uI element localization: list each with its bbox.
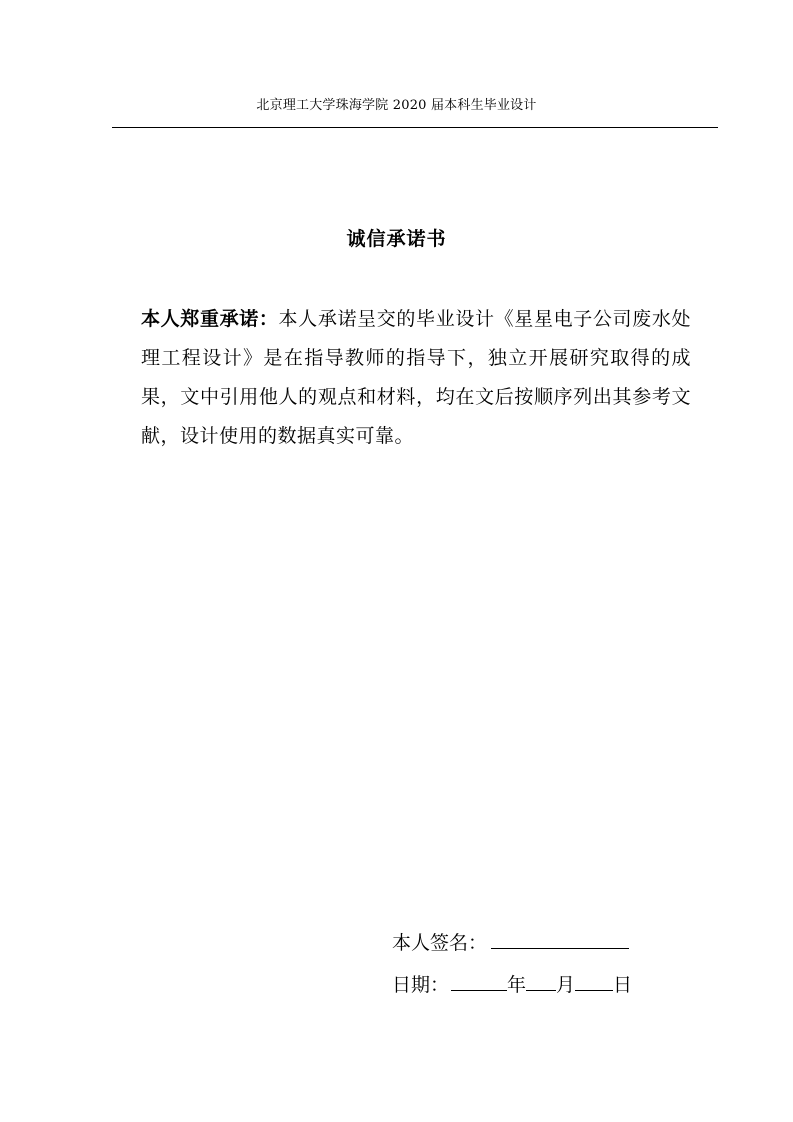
page-title: 诚信承诺书 xyxy=(346,228,447,250)
day-blank xyxy=(575,972,613,991)
signature-label: 本人签名： xyxy=(392,932,488,954)
header-divider xyxy=(112,127,718,128)
signature-row xyxy=(392,928,629,955)
month-label: 月 xyxy=(556,974,576,996)
date-row xyxy=(392,970,632,997)
running-header: 北京理工大学珠海学院 2020 届本科生毕业设计 xyxy=(256,98,537,113)
pledge-paragraph xyxy=(141,300,691,456)
year-label: 年 xyxy=(507,974,527,996)
pledge-lead: 本人郑重承诺： xyxy=(141,308,279,330)
day-label: 日 xyxy=(613,974,633,996)
year-blank xyxy=(451,972,507,991)
date-label: 日期： xyxy=(392,974,450,996)
pledge-body: 本人承诺呈交的毕业设计《星星电子公司废水处理工程设计》是在指导教师的指导下，独立开展研究取得的成果，文中引用他人的观点和材料，均在文后按顺序列出其参考文献，设计使用的数据真实可靠。 xyxy=(141,308,691,447)
month-blank xyxy=(526,972,556,991)
signature-blank xyxy=(491,930,629,949)
